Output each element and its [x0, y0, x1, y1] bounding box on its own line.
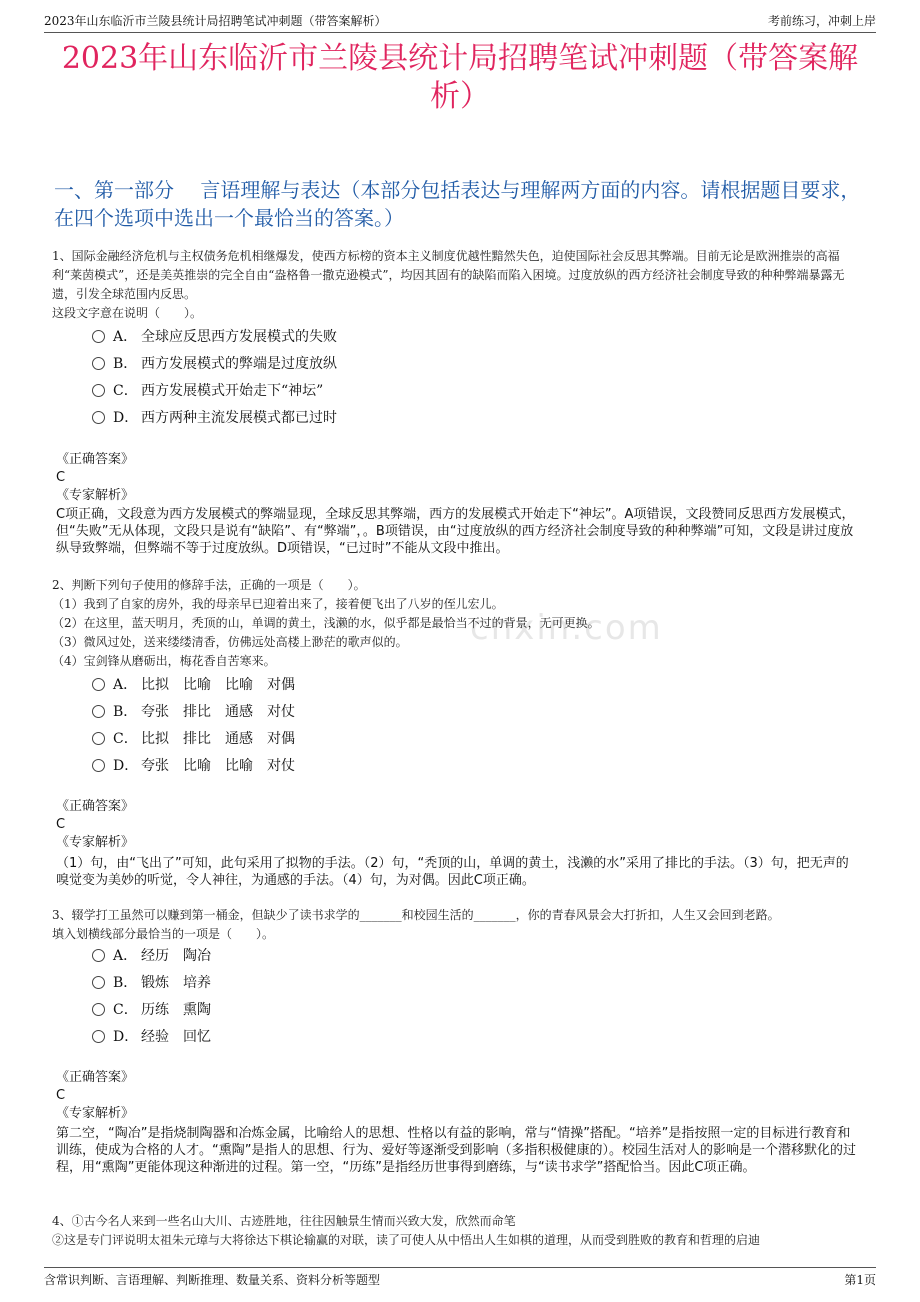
question-1-option-d[interactable]: D． 西方两种主流发展模式都已过时 [92, 406, 337, 430]
radio-icon[interactable] [92, 976, 105, 989]
question-1-option-a[interactable]: A． 全球应反思西方发展模式的失败 [92, 325, 337, 349]
question-1-option-b[interactable]: B． 西方发展模式的弊端是过度放纵 [92, 352, 337, 376]
page-title: 2023年山东临沂市兰陵县统计局招聘笔试冲刺题（带答案解析） [61, 41, 859, 114]
radio-icon[interactable] [92, 411, 105, 424]
running-footer [44, 1267, 876, 1292]
question-4-line: 4、①古今名人来到一些名山大川、古迹胜地，往往因触景生情而兴致大发，欣然而命笔 [52, 1214, 516, 1228]
question-2-line: （4）宝剑锋从磨砺出，梅花香自苦寒来。 [52, 654, 276, 668]
question-1-answer [56, 451, 864, 505]
answer-value: C [56, 1088, 66, 1103]
question-4-line: ②这是专门评说明太祖朱元璋与大将徐达下棋论输赢的对联，读了可使人从中悟出人生如棋的道理，从而受到胜败的教育和哲理的启迪 [52, 1233, 761, 1247]
question-2-line: 2、判断下列句子使用的修辞手法，正确的一项是（ ）。 [52, 578, 366, 592]
question-1-option-c[interactable]: C． 西方发展模式开始走下“神坛” [92, 379, 323, 403]
analysis-label: 《专家解析》 [56, 488, 135, 503]
radio-icon[interactable] [92, 1030, 105, 1043]
answer-value: C [56, 817, 66, 832]
question-2-line: （1）我到了自家的房外，我的母亲早已迎着出来了，接着便飞出了八岁的侄儿宏儿。 [52, 597, 504, 611]
question-1-analysis: C项正确，文段意为西方发展模式的弊端显现，全球反思其弊端，西方的发展模式开始走下“神坛”。A项错误，文段赞同反思西方发展模式，但“失败”无从体现，文段只是说有“缺陷”、有“弊端”，。B项错误，由“过度放纵的西方经济社会制度导致的种种弊端”可知，文段是讲过度放纵导致弊端，但弊端不等于过度放纵。D项错误，“已过时”不能从文段中推出。 [56, 507, 855, 556]
question-3-line: 填入划横线部分最恰当的一项是（ ）。 [52, 927, 275, 941]
answer-value: C [56, 470, 66, 485]
question-3-answer [56, 1069, 864, 1123]
question-2-line: （2）在这里，蓝天明月，秃顶的山，单调的黄土，浅濑的水，似乎都是最恰当不过的背景，无可更换。 [52, 616, 600, 630]
question-3-option-a[interactable]: A． 经历 陶冶 [92, 944, 225, 968]
question-1-text: 1、国际金融经济危机与主权债务危机相继爆发，使西方标榜的资本主义制度优越性黯然失色，迫使国际社会反思其弊端。目前无论是欧洲推崇的高福利“莱茵模式”，还是美英推崇的完全自由“盎格鲁一撒克逊模式”，均因其固有的缺陷而陷入困境。过度放纵的西方经济社会制度导致的种种弊端暴露无遗，引发全球范围内反思。 [52, 249, 845, 301]
running-header [44, 10, 876, 33]
question-2-analysis: （1）句，由“飞出了”可知，此句采用了拟物的手法。（2）句，“秃顶的山，单调的黄土，浅濑的水”采用了排比的手法。（3）句，把无声的嗅觉变为美妙的听觉，令人神往，为通感的手法。（4）句，为对偶。因此C项正确。 [56, 856, 849, 888]
radio-icon[interactable] [92, 678, 105, 691]
question-2-option-d[interactable]: D． 夸张 比喻 比喻 对仗 [92, 754, 309, 778]
footer-topics: 含常识判断、言语理解、判断推理、数量关系、资料分析等题型 [44, 1273, 381, 1287]
radio-icon[interactable] [92, 732, 105, 745]
question-4-stem [52, 1212, 866, 1250]
question-3-line: 3、辍学打工虽然可以赚到第一桶金，但缺少了读书求学的_______和校园生活的_______，你的青春风景会大打折扣，人生又会回到老路。 [52, 908, 780, 922]
radio-icon[interactable] [92, 759, 105, 772]
answer-label: 《正确答案》 [56, 452, 135, 467]
question-1-prompt: 这段文字意在说明（ ）。 [52, 306, 203, 320]
question-2-answer [56, 798, 864, 852]
radio-icon[interactable] [92, 330, 105, 343]
watermark: cnxin.com [470, 608, 663, 648]
question-3-stem [52, 906, 866, 944]
question-1-stem [52, 247, 866, 323]
question-3-option-b[interactable]: B． 锻炼 培养 [92, 971, 225, 995]
answer-label: 《正确答案》 [56, 1070, 135, 1085]
question-2-option-a[interactable]: A． 比拟 比喻 比喻 对偶 [92, 673, 309, 697]
analysis-label: 《专家解析》 [56, 835, 135, 850]
question-3-option-d[interactable]: D． 经验 回忆 [92, 1025, 225, 1049]
header-doc-title: 2023年山东临沂市兰陵县统计局招聘笔试冲刺题（带答案解析） [44, 14, 387, 28]
radio-icon[interactable] [92, 705, 105, 718]
question-2-option-c[interactable]: C． 比拟 排比 通感 对偶 [92, 727, 309, 751]
section-heading: 一、第一部分 言语理解与表达（本部分包括表达与理解两方面的内容。请根据题目要求，在四个选项中选出一个最恰当的答案。） [54, 178, 861, 230]
question-3-option-c[interactable]: C． 历练 熏陶 [92, 998, 225, 1022]
answer-label: 《正确答案》 [56, 799, 135, 814]
analysis-label: 《专家解析》 [56, 1106, 135, 1121]
question-2-line: （3）微风过处，送来缕缕清香，仿佛远处高楼上渺茫的歌声似的。 [52, 635, 408, 649]
radio-icon[interactable] [92, 357, 105, 370]
radio-icon[interactable] [92, 1003, 105, 1016]
question-2-option-b[interactable]: B． 夸张 排比 通感 对仗 [92, 700, 309, 724]
page-number: 第1页 [844, 1273, 876, 1287]
header-slogan: 考前练习，冲刺上岸 [767, 14, 876, 28]
question-2-stem [52, 576, 866, 671]
question-3-analysis: 第二空，“陶冶”是指烧制陶器和冶炼金属，比喻给人的思想、性格以有益的影响，常与“情操”搭配。“培养”是指按照一定的目标进行教育和训练，使成为合格的人才。“熏陶”是指人的思想、行为、爱好等逐渐受到影响（多指积极健康的）。校园生活对人的影响是一个潜移默化的过程，用“熏陶”更能体现这种渐进的过程。第一空，“历练”是指经历世事得到磨练，与“读书求学”搭配恰当。因此C项正确。 [56, 1126, 856, 1175]
radio-icon[interactable] [92, 384, 105, 397]
radio-icon[interactable] [92, 949, 105, 962]
